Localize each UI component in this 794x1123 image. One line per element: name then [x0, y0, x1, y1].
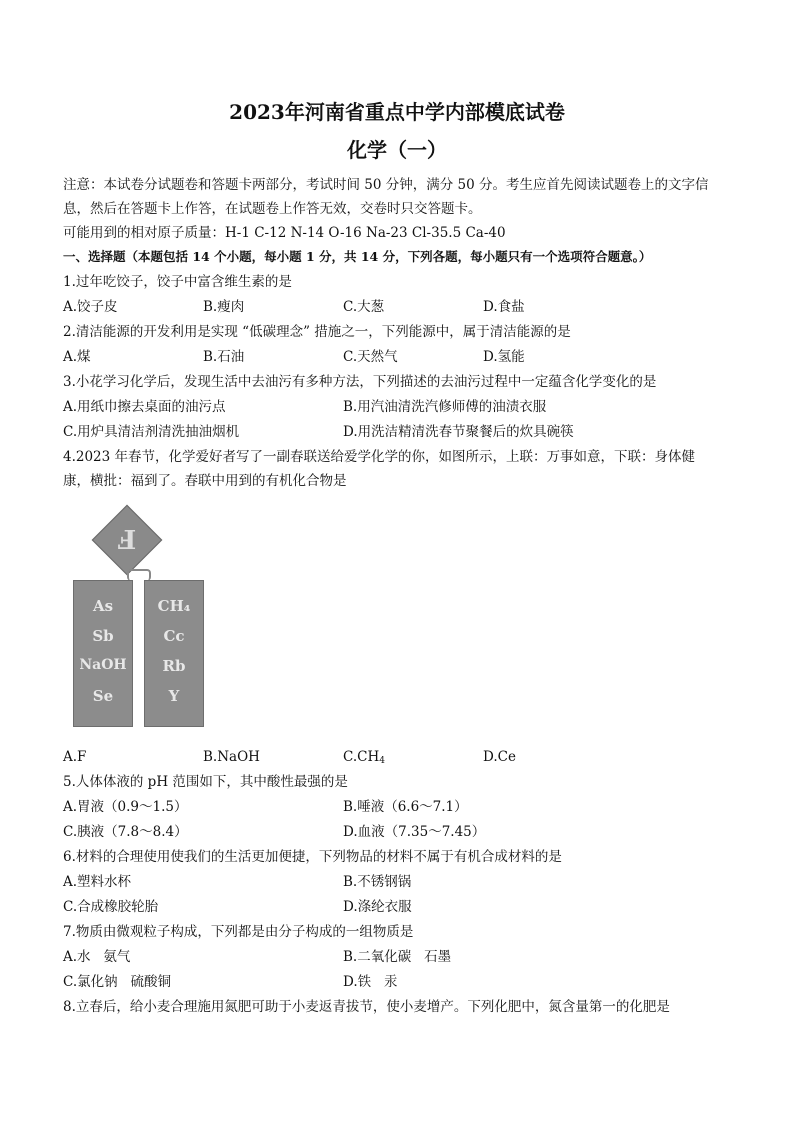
exam-title: 2023年河南省重点中学内部模底试卷	[229, 100, 565, 124]
couplet-right-panel	[144, 580, 204, 727]
q1-option-a: A.饺子皮	[63, 299, 118, 315]
q2-option-d: D.氢能	[483, 349, 525, 365]
atomic-mass-line: 可能用到的相对原子质量：H-1 C-12 N-14 O-16 Na-23 Cl-35.5 Ca-40	[63, 225, 506, 241]
notice-line-1: 注意：本试卷分试题卷和答题卡两部分，考试时间 50 分钟，满分 50 分。考生应首先阅读试题卷上的文字信	[63, 177, 709, 193]
q4-stem-2: 康，横批：福到了。春联中用到的有机化合物是	[63, 473, 347, 489]
q7-option-c: C.氯化钠 硫酸铜	[63, 974, 172, 990]
q3-option-a: A.用纸巾擦去桌面的油污点	[63, 399, 226, 415]
q6-option-b: B.不锈钢锅	[343, 874, 412, 890]
q8-stem: 8.立春后，给小麦合理施用氮肥可助于小麦返青拔节，使小麦增产。下列化肥中，氮含量第一的化肥是	[63, 999, 670, 1015]
couplet-right-2: Cc	[163, 627, 185, 645]
couplet-left-3: NaOH	[79, 657, 127, 673]
section-heading: 一、选择题（本题包括 14 个小题，每小题 1 分，共 14 分，下列各题，每小题只有一个选项符合题意。）	[63, 249, 652, 264]
q4-stem-1: 4.2023 年春节，化学爱好者写了一副春联送给爱学化学的你，如图所示，上联：万事如意，下联：身体健	[63, 449, 696, 465]
couplet-left-2: Sb	[92, 627, 114, 645]
q6-option-d: D.涤纶衣服	[343, 899, 412, 915]
q1-option-c: C.大葱	[343, 299, 385, 315]
q3-stem: 3.小花学习化学后，发现生活中去油污有多种方法，下列描述的去油污过程中一定蕴含化学变化的是	[63, 374, 657, 390]
q2-stem: 2.清洁能源的开发利用是实现 “低碳理念” 措施之一，下列能源中，属于清洁能源的是	[63, 324, 571, 340]
couplet-left-1: As	[92, 597, 114, 615]
couplet-right-1: CH₄	[157, 597, 191, 615]
q4-option-c	[343, 748, 385, 770]
q2-option-a: A.煤	[63, 349, 91, 365]
q2-option-b: B.石油	[203, 349, 245, 365]
q5-option-d: D.血液（7.35～7.45）	[343, 824, 486, 840]
q7-option-a: A.水 氨气	[63, 949, 131, 965]
q6-stem: 6.材料的合理使用使我们的生活更加便捷，下列物品的材料不属于有机合成材料的是	[63, 849, 562, 865]
q1-stem: 1.过年吃饺子，饺子中富含维生素的是	[63, 274, 292, 290]
q4-option-b: B.NaOH	[203, 749, 260, 765]
couplet-right-3: Rb	[162, 657, 186, 675]
q3-option-d: D.用洗洁精清洗春节聚餐后的炊具碗筷	[343, 424, 574, 440]
q5-option-b: B.唾液（6.6～7.1）	[343, 799, 468, 815]
q4-option-c-subscript: 4	[379, 756, 385, 766]
q1-option-b: B.瘦肉	[203, 299, 245, 315]
couplet-right-4: Y	[168, 687, 180, 705]
q5-stem: 5.人体体液的 pH 范围如下，其中酸性最强的是	[63, 774, 348, 790]
couplet-figure	[70, 505, 210, 730]
couplet-left-panel	[73, 580, 133, 727]
q4-option-d: D.Ce	[483, 749, 516, 765]
q3-option-b: B.用汽油清洗汽修师傅的油渍衣服	[343, 399, 547, 415]
q4-option-a: A.F	[63, 749, 87, 765]
q5-option-a: A.胃液（0.9～1.5）	[63, 799, 188, 815]
q3-option-c: C.用炉具清洁剂清洗抽油烟机	[63, 424, 240, 440]
q6-option-c: C.合成橡胶轮胎	[63, 899, 159, 915]
q7-stem: 7.物质由微观粒子构成，下列都是由分子构成的一组物质是	[63, 924, 414, 940]
q6-option-a: A.塑料水杯	[63, 874, 132, 890]
q2-option-c: C.天然气	[343, 349, 398, 365]
couplet-left-4: Se	[92, 687, 114, 705]
couplet-top-text: F	[117, 523, 137, 553]
q5-option-c: C.胰液（7.8～8.4）	[63, 824, 188, 840]
exam-subtitle: 化学（一）	[347, 138, 447, 162]
q7-option-d: D.铁 汞	[343, 974, 398, 990]
q4-option-c-text: C.CH	[343, 749, 380, 765]
notice-line-2: 息，然后在答题卡上作答，在试题卷上作答无效，交卷时只交答题卡。	[63, 201, 482, 217]
q1-option-d: D.食盐	[483, 299, 525, 315]
q7-option-b: B.二氧化碳 石墨	[343, 949, 452, 965]
